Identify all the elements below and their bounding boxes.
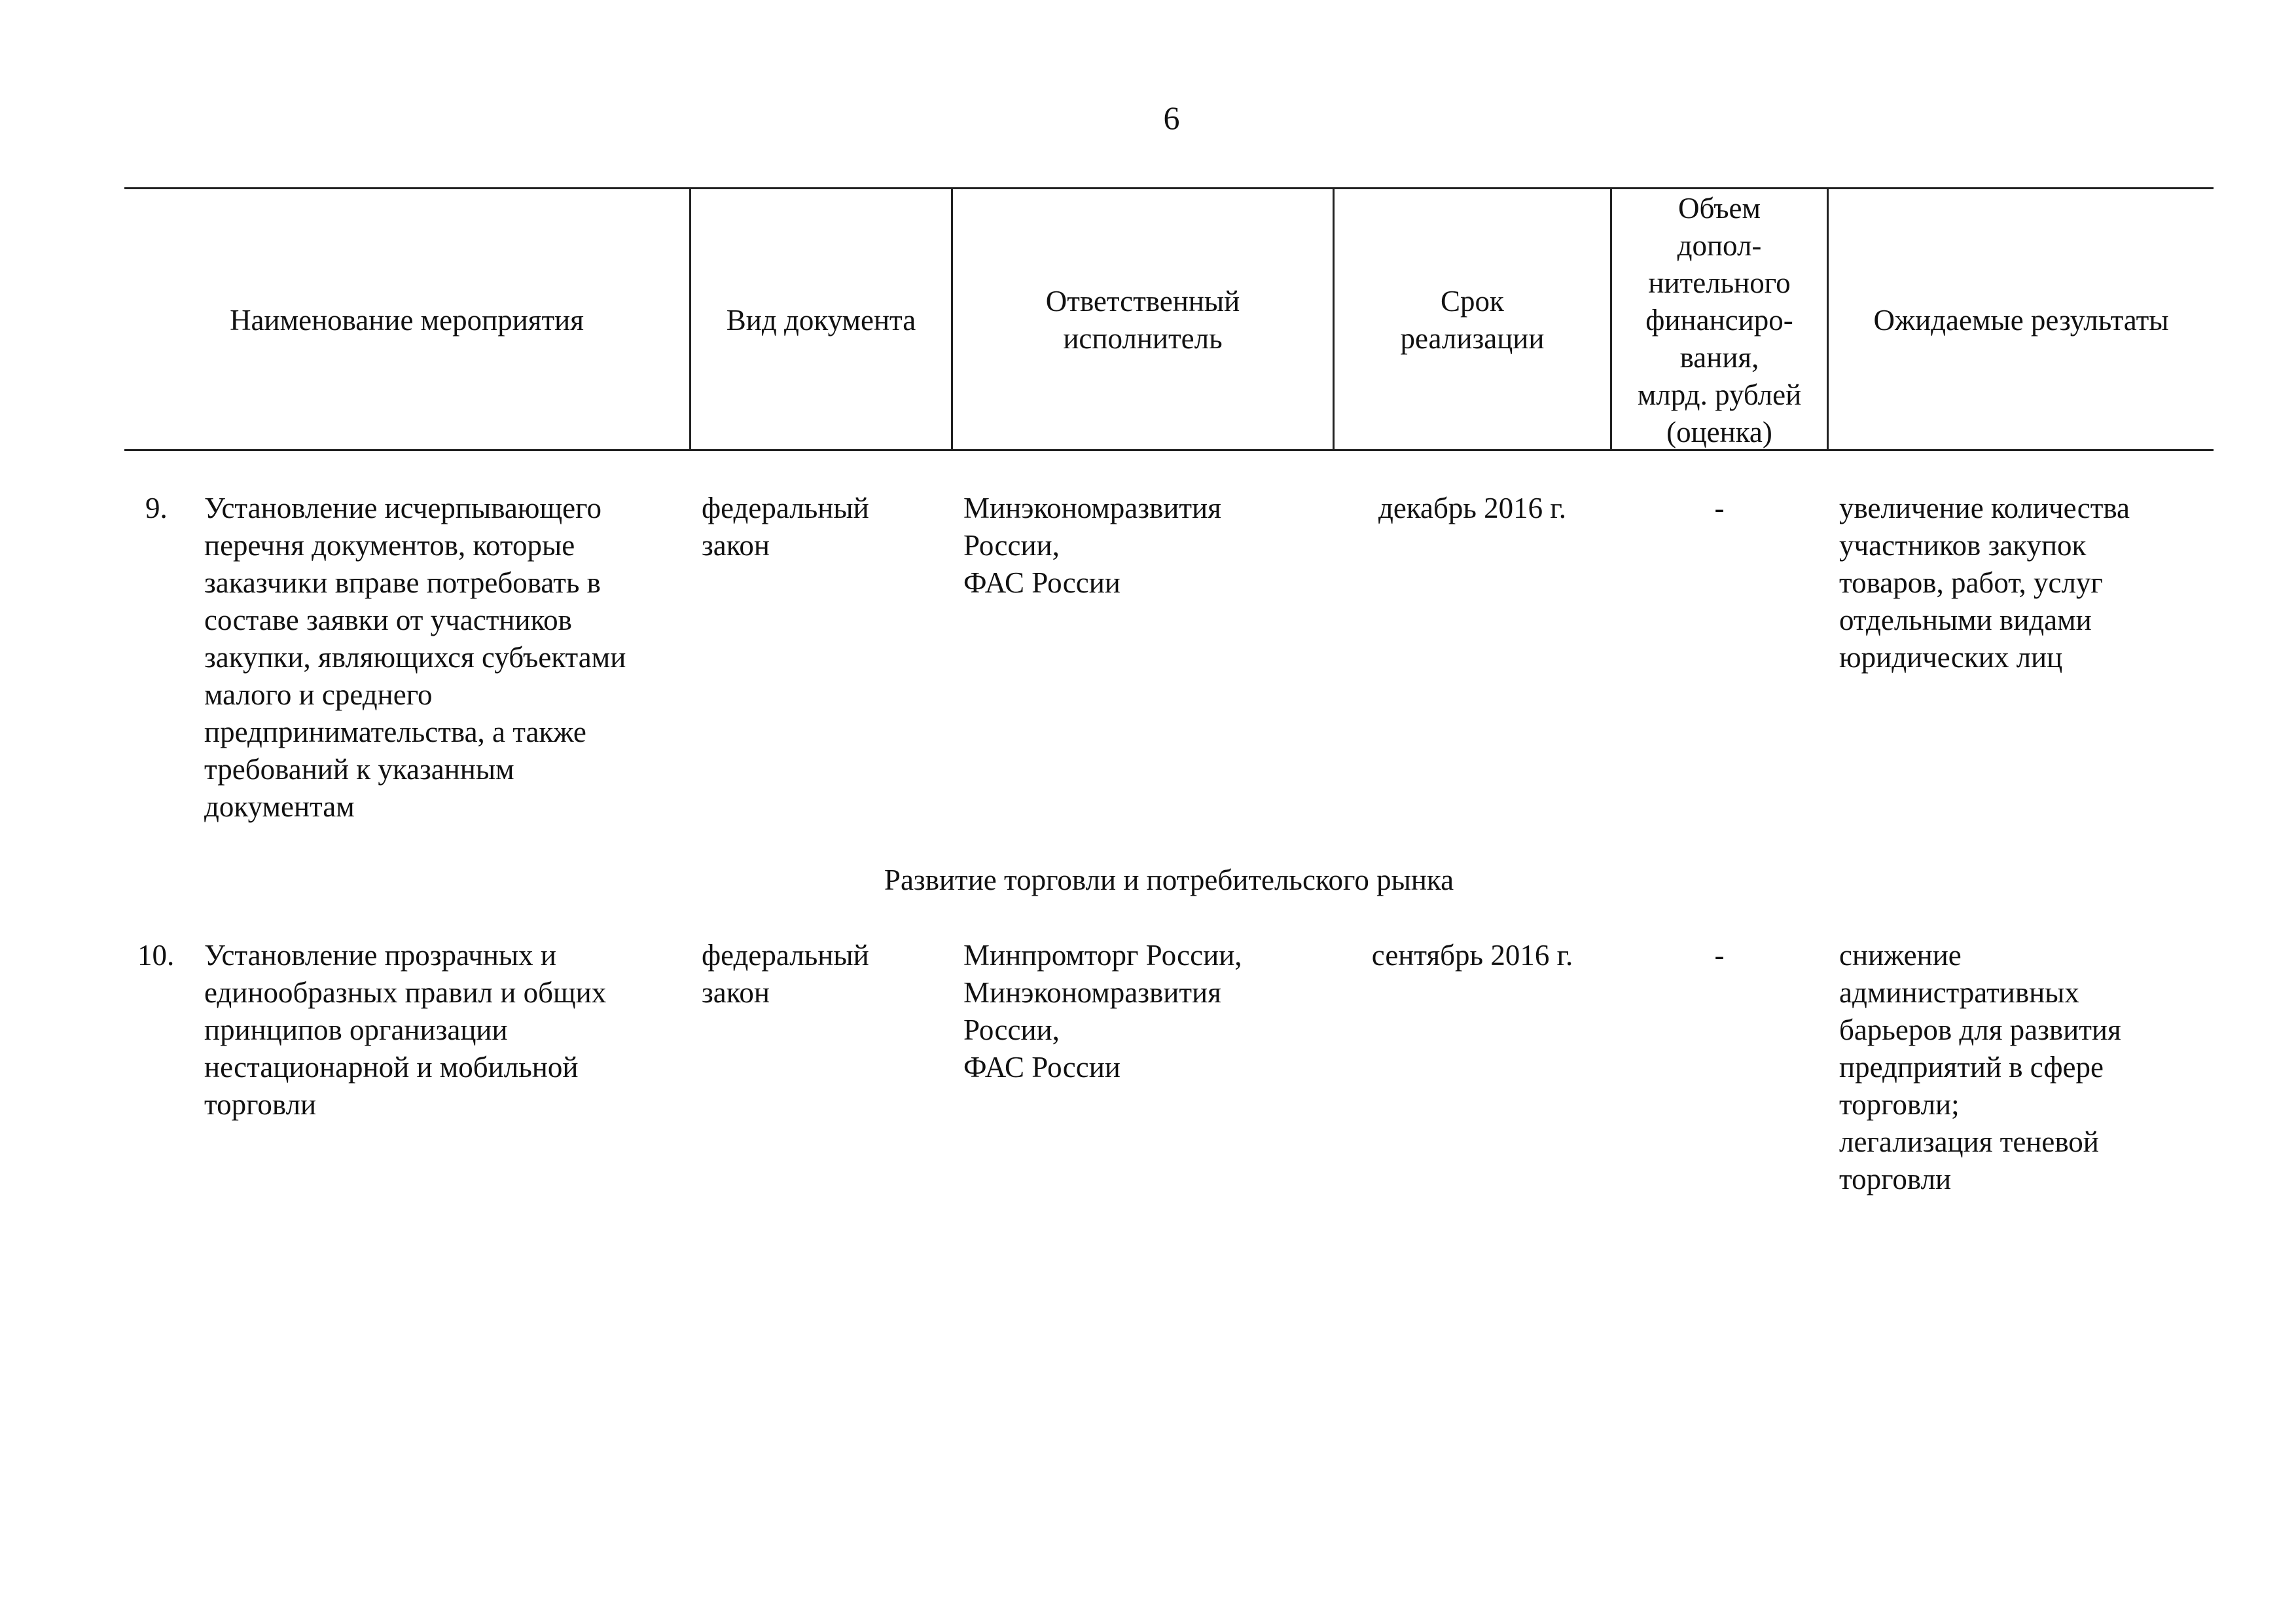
row-number: 10.: [137, 939, 175, 972]
row-doc-type: федеральный закон: [702, 939, 869, 1009]
header-name: Наименование мероприятия: [230, 303, 584, 337]
header-doc-type: Вид документа: [726, 303, 916, 337]
header-responsible: Ответственный исполнитель: [1045, 285, 1240, 355]
section-title: Развитие торговли и потребительского рынка: [884, 864, 1454, 896]
row-name: Установление прозрачных и единообразных правил и общих принципов организации нестационарной и мобильной торговли: [204, 939, 607, 1121]
page-number: 6: [1163, 100, 1180, 136]
row-number: 9.: [145, 492, 168, 524]
header-deadline: Срок реализации: [1400, 285, 1545, 355]
row-funding: -: [1714, 492, 1725, 524]
header-funding: Объем допол- нительного финансиро- вания, млрд. рублей (оценка): [1637, 191, 1802, 448]
row-funding: -: [1714, 939, 1725, 972]
row-responsible: Минпромторг России, Минэкономразвития России, ФАС России: [963, 939, 1242, 1084]
row-deadline: сентябрь 2016 г.: [1371, 939, 1573, 972]
row-results: увеличение количества участников закупок товаров, работ, услуг отдельными видами юридических лиц: [1839, 492, 2130, 674]
row-responsible: Минэкономразвития России, ФАС России: [963, 492, 1221, 599]
row-name: Установление исчерпывающего перечня документов, которые заказчики вправе потребовать в составе заявки от участников закупки, являющихся субъектами малого и среднего предпринимательства, а также требований к указанным документам: [204, 492, 626, 823]
table-top-rule: [124, 187, 2214, 189]
header-results: Ожидаемые результаты: [1873, 303, 2169, 337]
row-doc-type: федеральный закон: [702, 492, 869, 562]
row-deadline: декабрь 2016 г.: [1378, 492, 1567, 524]
row-results: снижение административных барьеров для развития предприятий в сфере торговли; легализация теневой торговли: [1839, 939, 2121, 1195]
